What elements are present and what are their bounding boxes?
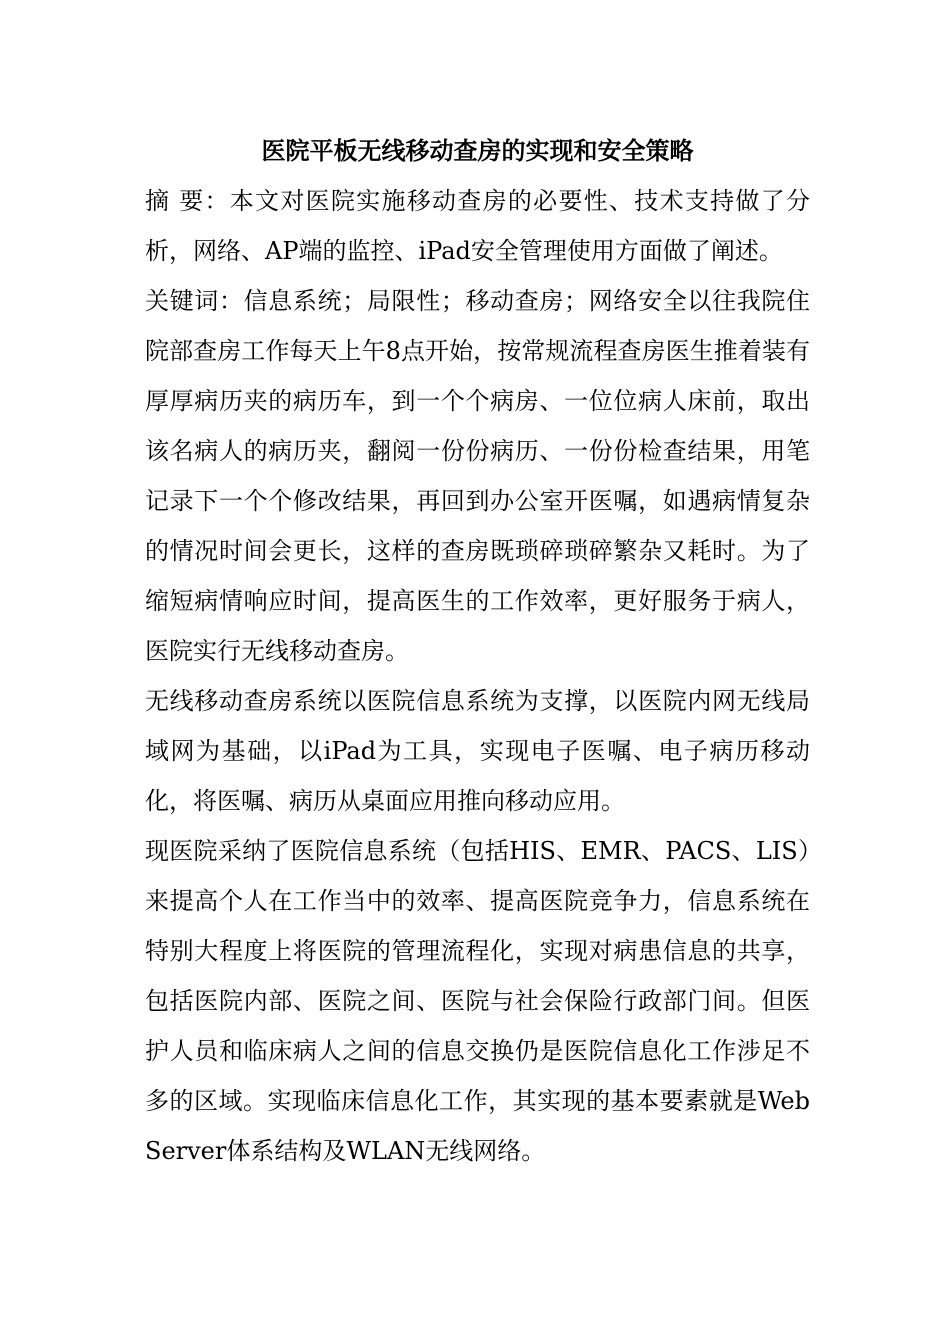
body-paragraph-mobile-rounds: 无线移动查房系统以医院信息系统为支撑，以医院内网无线局域网为基础，以iPad为工具，实现电子医嘱、电子病历移动化，将医嘱、病历从桌面应用推向移动应用。 <box>145 687 810 815</box>
keywords-paragraph: 关键词：信息系统；局限性；移动查房；网络安全以往我院住院部查房工作每天上午8点开始，按常规流程查房医生推着装有厚厚病历夹的病历车，到一个个病房、一位位病人床前，取出该名病人的病历夹，翻阅一份份病历、一份份检查结果，用笔记录下一个个修改结果，再回到办公室开医嘱，如遇病情复杂的情况时间会更长，这样的查房既琐碎琐碎繁杂又耗时。为了缩短病情响应时间，提高医生的工作效率，更好服务于病人，医院实行无线移动查房。 <box>145 287 810 665</box>
document-title: 医院平板无线移动查房的实现和安全策略 <box>261 136 694 165</box>
body-paragraph-his: 现医院采纳了医院信息系统（包括HIS、EMR、PACS、LIS）来提高个人在工作当中的效率、提高医院竞争力，信息系统在特别大程度上将医院的管理流程化，实现对病患信息的共享，包括医院内部、医院之间、医院与社会保险行政部门间。但医护人员和临床病人之间的信息交换仍是医院信息化工作涉足不多的区域。实现临床信息化工作，其实现的基本要素就是Web Server体系结构及WLAN无线网络。 <box>145 837 810 1165</box>
abstract-paragraph: 摘 要：本文对医院实施移动查房的必要性、技术支持做了分析，网络、AP端的监控、iPad安全管理使用方面做了阐述。 <box>145 187 810 265</box>
document-page <box>145 126 810 1176</box>
